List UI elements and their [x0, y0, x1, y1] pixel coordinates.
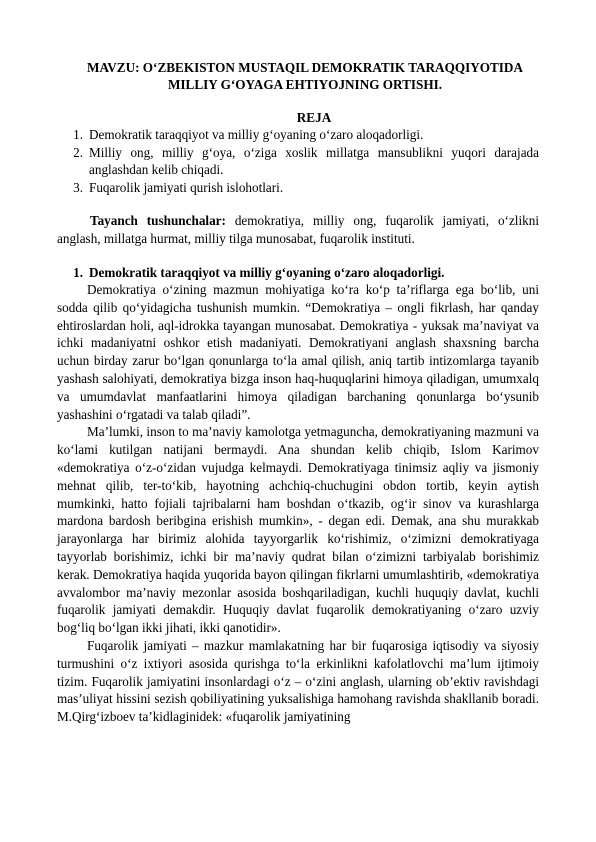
plan-item [57, 144, 539, 179]
body-paragraph: Fuqarolik jamiyati – mazkur mamlakatning har bir fuqarosiga iqtisodiy va siyosiy turmushini o‘z ixtiyori asosida qurishga to‘la erkinlikni kafolatlovchi ma’lum ijtimoiy tizim. Fuqarolik jamiyatini insonlardagi o‘z – o‘zini anglash, ularning ob’ektiv ravishdagi mas’uliyat hissini sezish qobiliyatining yuksalishiga hamohang ravishda shakllanib boradi. M.Qirg‘izboev ta’kidlaginidek: «fuqarolik jamiyatining [57, 637, 539, 725]
document-title [64, 0, 546, 93]
plan-item-number: 3. [73, 179, 83, 195]
plan-item-text: Demokratik taraqqiyot va milliy g‘oyaning o‘zaro aloqadorligi. [89, 127, 424, 142]
plan-list [57, 126, 539, 196]
body-paragraph: Ma’lumki, inson to ma’naviy kamolotga yetmaguncha, demokratiyaning mazmuni va ko‘lami kutilgan natijani bermaydi. Ana shundan kelib chiqib, Islom Karimov «demokratiya o‘z-o‘zidan vujudga kelmaydi. Demokratiyaga tinimsiz aqliy va jismoniy mehnat qilib, ter-to‘kib, hayotning achchiq-chuchugini obdon tortib, keyin aytish mumkinki, hatto fojiali tajribalarni ham boshdan o‘tkazib, og‘ir sinov va kurashlarga mardona bardosh beribgina erishish mumkin», - degan edi. Demak, ana shu murakkab jarayonlarga har birimiz alohida tayyorgarlik ko‘rishimiz, o‘zimizni demokratiyaga tayyorlab borishimiz, ichki bir ma’naviy qudrat bilan o‘zimizni tarbiyalab borishimiz kerak. Demokratiya haqida yuqorida bayon qilingan fikrlarni umumlashtirib, «demokratiya avvalombor ma’naviy mezonlar asosida boshqariladigan, kuchli huquqiy davlat, kuchli fuqarolik jamiyati demakdir. Huquqiy davlat fuqarolik demokratiyaning o‘zaro uzviy bog‘liq bo‘lgan ikki jihati, ikki qanotidir». [57, 424, 539, 636]
title-line-1: MAVZU: O‘ZBEKISTON MUSTAQIL DEMOKRATIK TARAQQIYOTIDA [87, 60, 523, 75]
plan-item [57, 179, 539, 197]
plan-item-number: 1. [73, 127, 83, 142]
section-title: Demokratik taraqqiyot va milliy g‘oyaning o‘zaro aloqadorligi. [89, 264, 445, 280]
keywords-label: Tayanch tushunchalar: [90, 213, 226, 229]
plan-item-text: Fuqarolik jamiyati qurish islohotlari. [89, 179, 284, 195]
section-number: 1. [73, 264, 83, 280]
section-heading [57, 264, 539, 281]
plan-item-number: 2. [73, 144, 83, 160]
title-line-2: MILLIY G‘OYAGA EHTIYOJNING ORTISHI. [167, 77, 443, 92]
plan-item-text: Milliy ong, milliy g‘oya, o‘ziga xoslik millatga mansublikni yuqori darajada anglashdan kelib chiqadi. [89, 144, 539, 178]
body-paragraph: Demokratiya o‘zining mazmun mohiyatiga ko‘ra ko‘p ta’riflarga ega bo‘lib, uni sodda qilib qo‘yidagicha tushunish mumkin. “Demokratiya – ongli fikrlash, har qanday ehtiroslardan holi, aql-idrokka tayangan munosabat. Demokratiya - yuksak ma’naviyat va ichki madaniyatni oshkor etish madaniyati. Demokratiyani anglash shaxsning barcha uchun birday zarur bo‘lgan qonunlarga to‘la amal qilish, aniq tartib intizomlarga tayanib yashash salohiyati, demokratiya bizga inson haq-huquqlarini himoya qiladigan, umumxalq va umumdavlat manfaatlarini himoya qiladigan barchaning qonunlarga bo‘ysunib yashashini o‘rgatadi va talab qiladi”. [57, 281, 539, 422]
keywords-paragraph [57, 212, 539, 248]
plan-heading: REJA [296, 110, 332, 125]
plan-item [57, 126, 539, 144]
keywords-text: demokratiya, milliy ong, fuqarolik jamiyati, o‘zlikni anglash, millatga hurmat, milliy tilga munosabat, fuqarolik instituti. [57, 213, 539, 247]
